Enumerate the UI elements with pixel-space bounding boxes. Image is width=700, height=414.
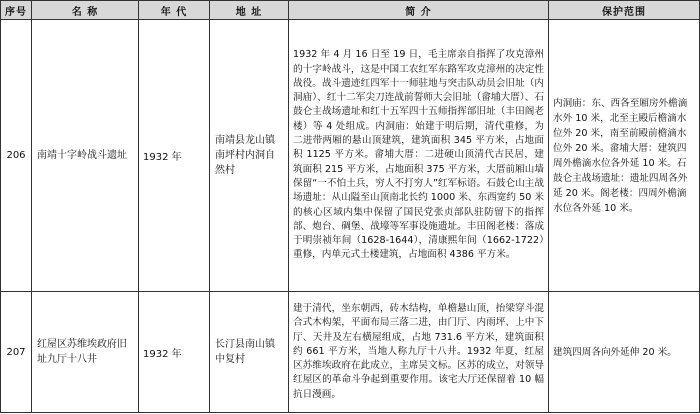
table-row — [1, 292, 700, 413]
header-name: 名 称 — [32, 1, 139, 20]
row-protection: 内洞庙：东、西各至厢房外檐滴水外 10 米，北至主殿后檐滴水位外 20 米，南至前殿前檐滴水位外 20 米。畲埔大厝：建筑四周外檐滴水位各外延 10 米。石鼓仑主战场遗址：遗址四周各外延 20 米。阁老楼：四周外檐滴水位各外延 10 米。 — [549, 20, 700, 292]
header-seq: 序号 — [1, 1, 32, 20]
row-seq: 207 — [1, 292, 32, 413]
row-seq: 206 — [1, 20, 32, 292]
header-address: 地 址 — [210, 1, 289, 20]
row-intro: 建于清代，坐东朝西，砖木结构，单檐悬山顶，抬梁穿斗混合式木构架，平面布局三落二进，由门厅、内雨坪、上中下厅、天井及左右横屋组成，占地 731.6 平方米，建筑面积约 661 平方米，当地人称九厅十八井。1932 年夏，红屋区苏维埃政府在此成立，主席吴文标。区苏的成立，对领导红屋区的革命斗争起到重要作用。该宅大厅还保留着 10 幅抗日漫画。 — [289, 292, 549, 413]
row-protection: 建筑四周各向外延伸 20 米。 — [549, 292, 700, 413]
row-era: 1932 年 — [139, 20, 210, 292]
header-row — [1, 1, 700, 20]
row-address: 长汀县南山镇中复村 — [210, 292, 289, 413]
row-name: 红屋区苏维埃政府旧址九厅十八井 — [32, 292, 139, 413]
header-protection: 保护范围 — [549, 1, 700, 20]
row-era: 1932 年 — [139, 292, 210, 413]
header-intro: 简 介 — [289, 1, 549, 20]
table-row — [1, 20, 700, 292]
header-era: 年 代 — [139, 1, 210, 20]
row-name: 南靖十字岭战斗遗址 — [32, 20, 139, 292]
row-address: 南靖县龙山镇南坪村内洞自然村 — [210, 20, 289, 292]
row-intro: 1932 年 4 月 16 日至 19 日，毛主席亲自指挥了攻克漳州的十字岭战斗，这是中国工农红军东路军攻克漳州的决定性战役。战斗遗迹红四军十一师驻地与突击队动员会旧址（内洞庙）、红十二军尖刀连战前誓师大会旧址（畲埔大厝）、石鼓仑主战场遗址和红十五军四十五师指挥部旧址（丰田阁老楼）等 4 处组成。内洞庙：始建于明后期，清代重修，为二进带两厢的悬山顶建筑，建筑面积 345 平方米，占地面积 1125 平方米。畲埔大厝：二进硬山顶清代古民居，建筑面积 215 平方米，占地面积 375 平方米，大厝前厢山墙保留“一不怕土兵，穷人不打穷人”红军标语。石鼓仑山主战场遗址：从山隘至山顶南北长约 1000 米、东西宽约 50 米的核心区域内集中保留了国民党张贞部队驻防留下的指挥部、炮台、碉堡、战壕等军事设施遗址。丰田阁老楼：落成于明崇祯年间（1628-1644），清康熙年间（1662-1722）重修，内单元式土楼建筑，占地面积 4386 平方米。 — [289, 20, 549, 292]
